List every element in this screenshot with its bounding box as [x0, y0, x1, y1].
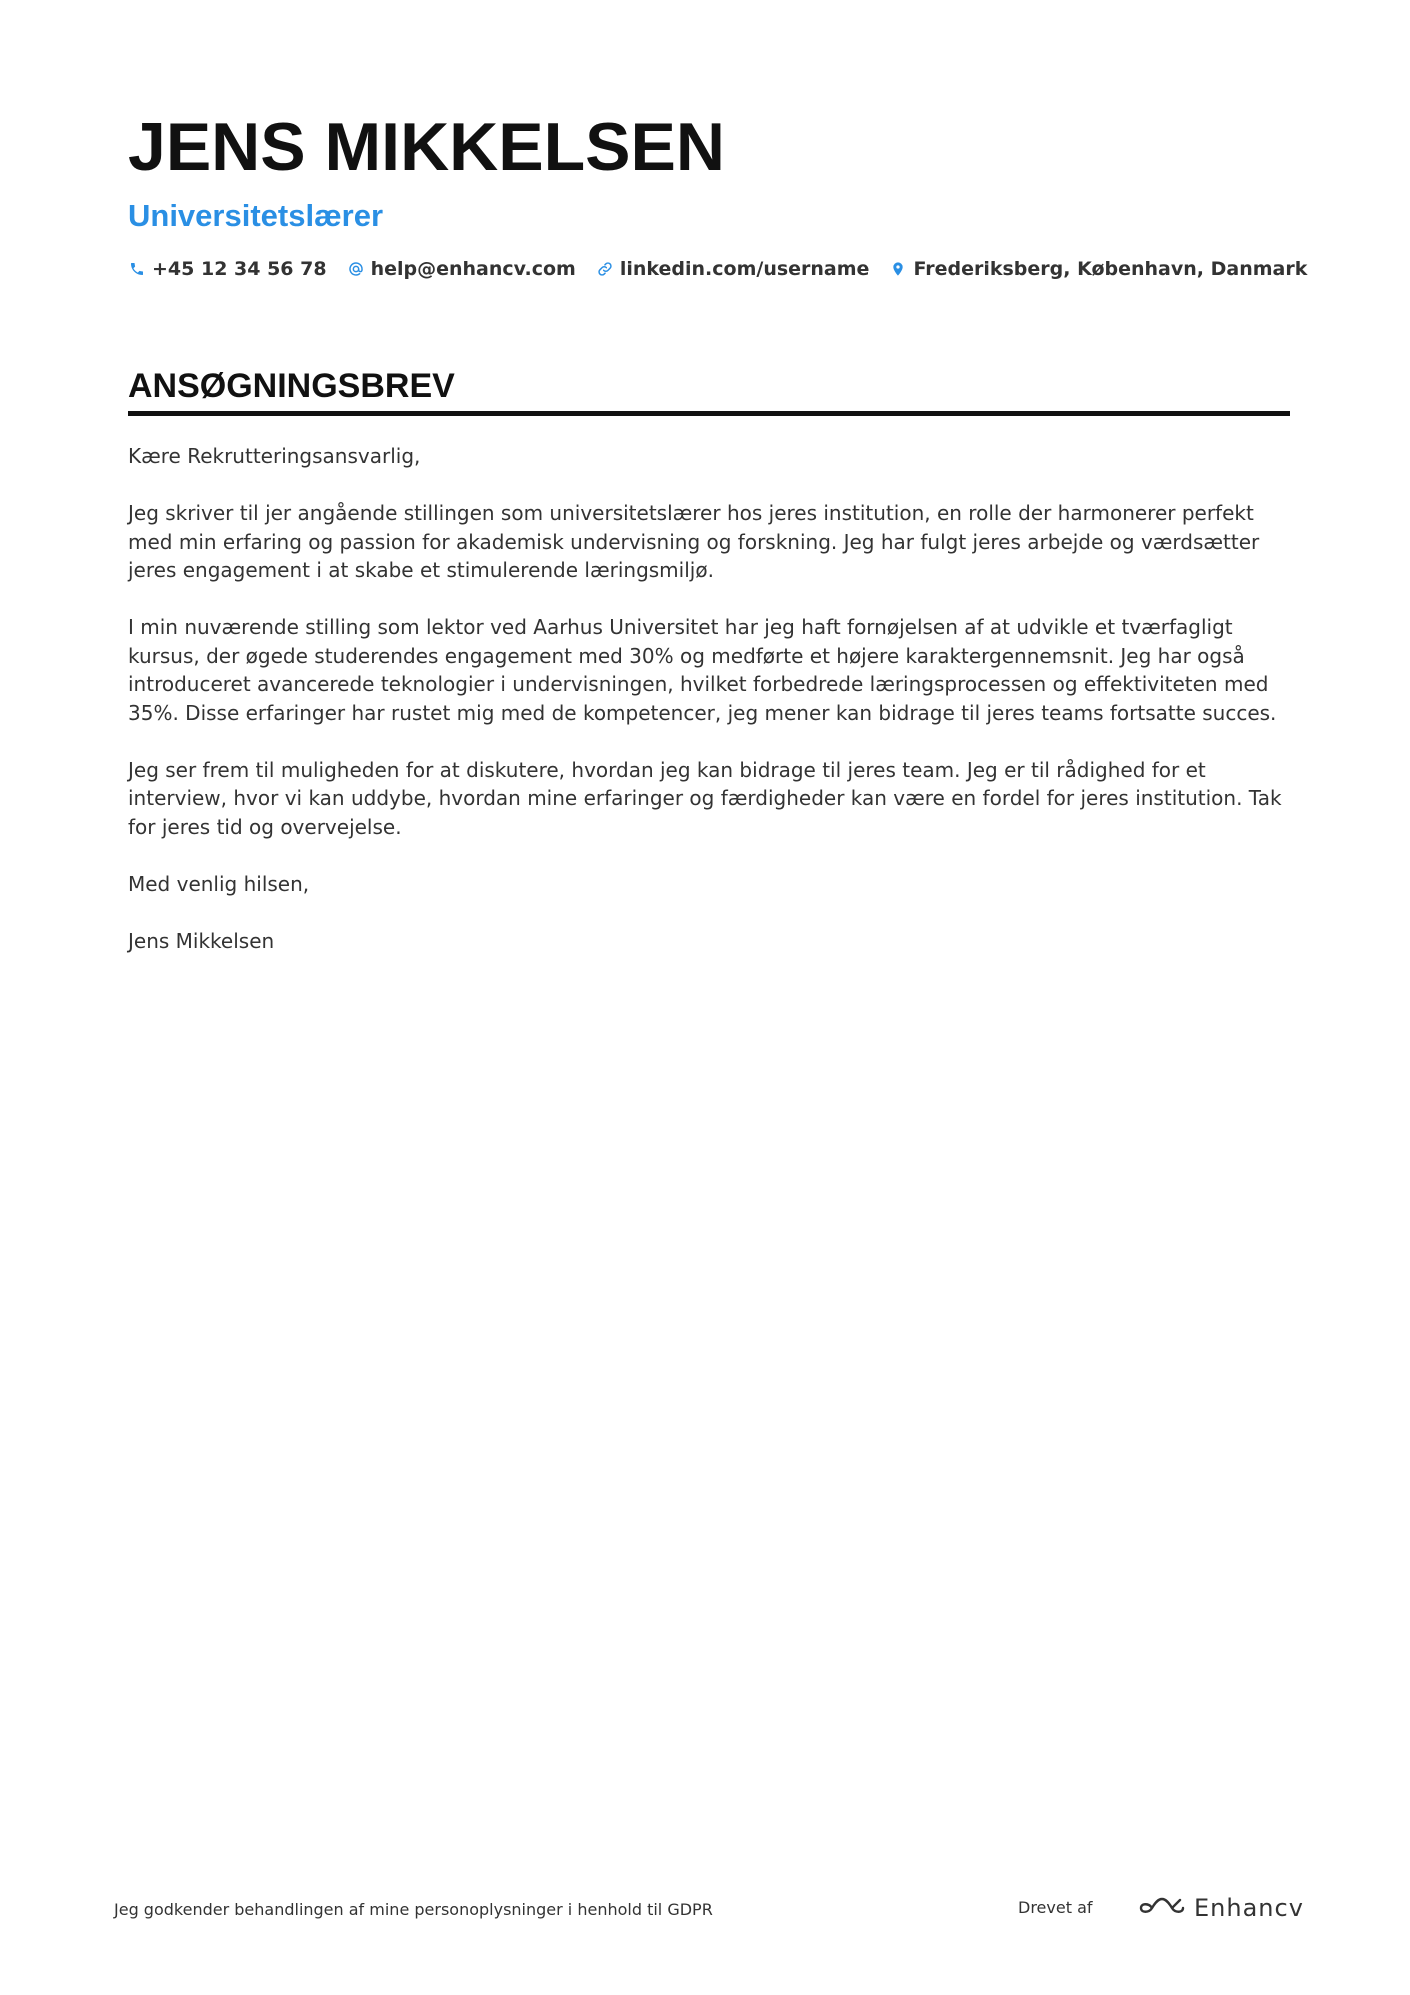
- brand-name: Enhancv: [1194, 1894, 1304, 1922]
- letter-paragraph-1: Jeg skriver til jer angående stillingen som universitetslærer hos jeres institution, en rolle der harmonerer perfekt med min erfaring og passion for akademisk undervisning og forskning. Jeg har fulgt jeres arbejde og værdsætter jeres engagement i at skabe et stimulerende læringsmiljø.: [128, 501, 1260, 582]
- map-pin-icon: [889, 260, 907, 278]
- powered-by-label: Drevet af: [1018, 1898, 1093, 1917]
- header: [128, 108, 1308, 280]
- phone-number[interactable]: +45 12 34 56 78: [152, 258, 327, 280]
- enhancv-logo-icon: [1138, 1895, 1186, 1921]
- letter-paragraph-3: Jeg ser frem til muligheden for at diskutere, hvordan jeg kan bidrage til jeres team. Jeg er til rådighed for et interview, hvor vi kan uddybe, hvordan mine erfaringer og færdigheder kan være en fordel for jeres institution. Tak for jeres tid og overvejelse.: [128, 757, 1282, 839]
- contact-email: [347, 258, 576, 280]
- phone-icon: [128, 260, 146, 278]
- at-icon: [347, 260, 365, 278]
- letter-paragraph-2: I min nuværende stilling som lektor ved Aarhus Universitet har jeg haft fornøjelsen af at udvikle et tværfagligt kursus, der øgede studerendes engagement med 30% og medførte et højere karaktergennemsnit. Jeg har også introduceret avancerede teknologier i undervisningen, hvilket forbedrede læringsprocessen og effektiviteten med 35%. Disse erfaringer har rustet mig med de kompetencer, jeg mener kan bidrage til jeres teams fortsatte succes.: [128, 615, 1277, 725]
- section-title: ANSØGNINGSBREV: [128, 367, 455, 405]
- contact-linkedin: [596, 258, 870, 280]
- salutation: Kære Rekrutteringsansvarlig,: [128, 444, 421, 468]
- cover-letter-section: [128, 365, 1290, 984]
- closing: Med venlig hilsen,: [128, 871, 310, 896]
- footer: [114, 1888, 1304, 1928]
- location-text: Frederiksberg, København, Danmark: [913, 258, 1308, 280]
- link-icon: [596, 260, 614, 278]
- contact-location: [889, 258, 1307, 280]
- signature: Jens Mikkelsen: [128, 928, 275, 953]
- contact-phone: [128, 258, 327, 280]
- linkedin-url[interactable]: linkedin.com/username: [619, 258, 870, 280]
- email-address[interactable]: help@enhancv.com: [370, 258, 576, 280]
- brand-logo[interactable]: [1138, 1888, 1304, 1928]
- section-divider: [128, 411, 1290, 416]
- job-title: Universitetslærer: [128, 198, 384, 233]
- applicant-name: JENS MIKKELSEN: [128, 109, 725, 185]
- contact-bar: [128, 258, 1308, 280]
- gdpr-consent-text: Jeg godkender behandlingen af mine personoplysninger i henhold til GDPR: [114, 1900, 713, 1919]
- letter-body: [128, 442, 1290, 955]
